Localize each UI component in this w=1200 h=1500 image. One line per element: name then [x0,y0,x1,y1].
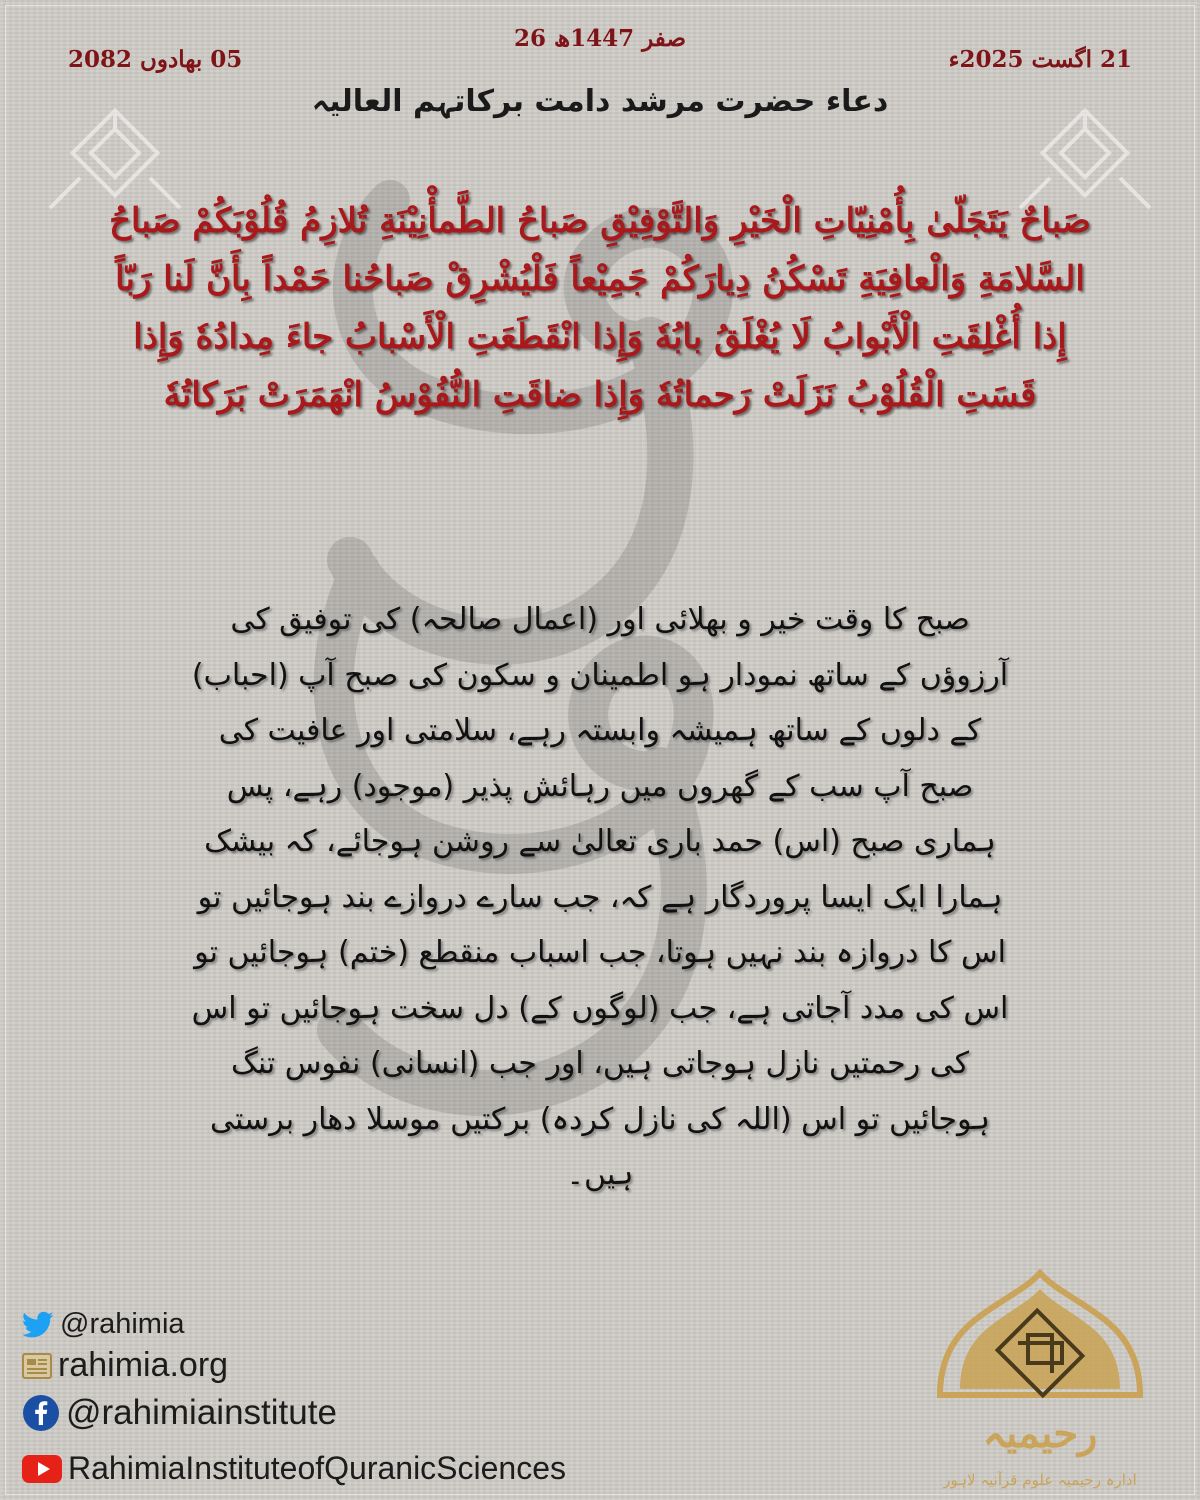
twitter-handle: @rahimia [60,1308,185,1340]
hijri-date: 26 صفر 1447ھ [514,25,686,52]
facebook-handle: @rahimiainstitute [66,1393,337,1432]
facebook-icon [22,1394,60,1432]
logo-name: رحیمیہ [982,1410,1098,1457]
youtube-channel: RahimiaInstituteofQuranicSciences [68,1450,567,1486]
youtube-icon [22,1455,62,1483]
youtube-link[interactable] [22,1450,566,1487]
gregorian-date: 21 اگست 2025ء [948,46,1132,73]
page-title: دعاء حضرت مرشد دامت برکاتہم العالیہ [311,84,889,119]
web-icon [22,1352,52,1380]
facebook-link[interactable] [22,1393,337,1433]
urdu-translation-text: صبح کا وقت خیر و بھلائی اور (اعمال صالحہ) کی توفیق کی آرزوؤں کے ساتھ نمودار ہو اطمینان و سکون کی صبح آپ (احباب) کے دلوں کے ساتھ ہمیشہ وابستہ رہے، سلامتی اور عافیت کی صبح آپ سب کے گھروں میں رہائش پذیر (موجود) رہے، پس ہماری صبح (اس) حمد باری تعالیٰ سے روشن ہوجائے، کہ بیشک ہمارا ایک ایسا پروردگار ہے کہ، جب سارے دروازے بند ہوجائیں تو اس کا دروازہ بند نہیں ہوتا، جب اسباب منقطع (ختم) ہوجائیں تو اس کی مدد آجاتی ہے، جب (لوگوں کے) دل سخت ہوجائیں تو اس کی رحمتیں نازل ہوجاتی ہیں، اور جب (انسانی) نفوس تنگ ہوجائیں تو اس (اللہ کی نازل کردہ) برکتیں موسلا دھار برستی ہیں۔ [191,602,1009,1192]
rahimia-logo [905,1265,1175,1495]
logo-subtitle: ادارہ رحیمیہ علوم قرآنیہ لاہور [943,1471,1137,1489]
website-url: rahimia.org [58,1346,229,1384]
twitter-link[interactable] [22,1308,185,1341]
twitter-icon [22,1311,54,1339]
bikrami-date: 05 بھادوں 2082 [68,46,243,73]
website-link[interactable] [22,1346,228,1385]
arabic-dua-text: صَباحٌ يَتَجَلّىٰ بِأُمْنِيّاتِ الْخَيْرِ وَالتَّوْفِيْقِ صَباحُ الطَّمأْنِيْنَةِ تُلازِمُ قُلُوْبَكُمْ صَباحُ السَّلامَةِ وَالْعافِيَةِ تَسْكُنُ دِيارَكُمْ جَمِيْعاً فَلْيُشْرِقْ صَباحُنا حَمْداً بِأَنَّ لَنا رَبّاً إِذا أُغْلِقَتِ الْأَبْوابُ لَا يُغْلَقُ بابُهٗ وَإِذا انْقَطَعَتِ الْأَسْبابُ جاءَ مِدادُهٗ وَإِذا قَسَتِ الْقُلُوْبُ نَزَلَتْ رَحماتُهٗ وَإِذا ضاقَتِ النُّفُوْسُ انْهَمَرَتْ بَرَكاتُهٗ [109,201,1091,415]
